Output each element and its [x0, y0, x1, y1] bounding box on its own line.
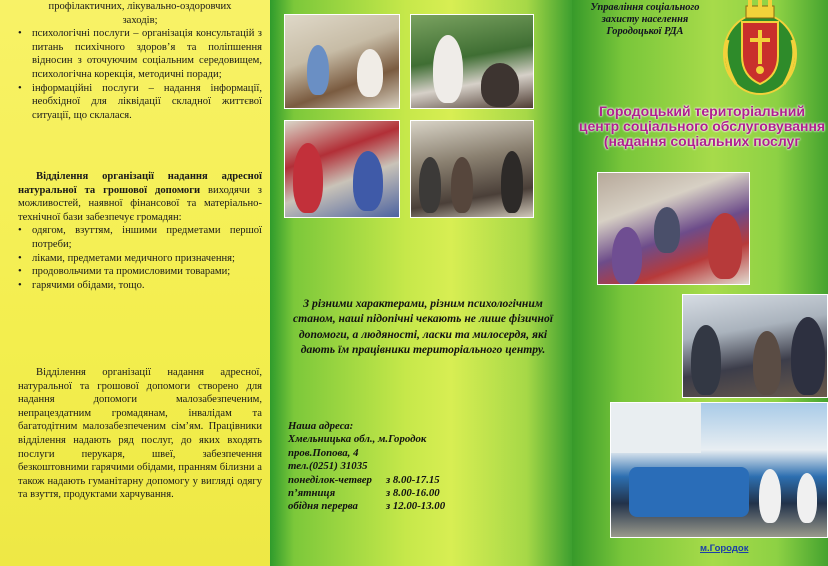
address-block — [288, 420, 558, 514]
aid-item-medicine: • ліками, предметами медичного призначення; — [18, 252, 262, 266]
quote-text: З різними характерами, різним психологічним станом, наші підопічні чекають не лише фізичної допомоги, а людяності, ласки та милосердя, які дають їм працівники територіального центру. — [293, 297, 553, 357]
photo-consultation — [284, 14, 400, 109]
aid-section-intro — [18, 170, 262, 224]
services-panel — [0, 0, 270, 566]
center-title: Городоцький територіальний центр соціального обслуговування (надання соціальних послуг — [578, 103, 826, 149]
coat-of-arms-icon — [718, 0, 802, 98]
service-item-psychological: • психологічні послуги – організація консультацій з питань психічного здоров’я та поліпшення відносин з оточуючим соціальним середовищем, психологічна корекція, методичні поради; — [18, 27, 262, 81]
service-item-information: • інформаційні послуги – надання інформації, необхідної для ліквідації складної життєвої ситуації, що склалася. — [18, 82, 262, 123]
hours-row-lunch — [288, 500, 558, 513]
photo-wheelchair — [284, 120, 400, 218]
photo-hairdresser — [410, 14, 534, 109]
quote-panel — [270, 0, 572, 566]
aid-item-goods: • продовольчими та промисловими товарами; — [18, 265, 262, 279]
closing-section — [18, 366, 262, 502]
hours-label: понеділок-четвер — [288, 473, 372, 486]
address-phone: тел.(0251) 31035 — [288, 460, 368, 473]
aid-section — [18, 170, 262, 292]
aid-section-text: виходячи з можливостей, наявної фінансової та матеріально-технічної бази забезпечує громадян: — [18, 184, 262, 223]
hours-label: обідня перерва — [288, 500, 358, 513]
city-name: м.Городок — [700, 543, 749, 554]
photo-elderly-residents — [682, 294, 828, 398]
photo-staff-meeting — [597, 172, 750, 285]
address-region: Хмельницька обл., м.Городок — [288, 433, 427, 446]
hours-value: з 8.00-16.00 — [386, 486, 440, 499]
top-fragment — [18, 0, 262, 122]
photo-visitors — [410, 120, 534, 218]
closing-paragraph: Відділення організації надання адресної, натуральної та грошової допомоги створено для надання допомоги малозабезпеченим, непрацездатним громадянам, інвалідам та багатодітним малозабезпеченим сім’ям. Працівники відділення надають ряд послуг, до яких входять послуги перукаря, швеї, забезпечення безкоштовними гарячими обідами, пранням білизни а також надають гуманітарну допомогу у вигляді одягу та взуття, продуктами харчування. — [18, 367, 262, 501]
photo-transport-van — [610, 402, 828, 538]
hours-row-weekdays — [288, 474, 558, 487]
aid-item-clothing: • одягом, взуттям, іншими предметами першої потреби; — [18, 224, 262, 251]
hours-label: п’ятниця — [288, 486, 336, 499]
address-street: пров.Попова, 4 — [288, 446, 359, 459]
aid-section-title: Відділення організації надання адресної натуральної та грошової допомоги — [18, 171, 262, 196]
cover-panel — [572, 0, 828, 566]
hours-value: з 12.00-13.00 — [386, 500, 446, 513]
hours-value: з 8.00-17.15 — [386, 473, 440, 486]
hours-row-friday — [288, 487, 558, 500]
fragment-line-2: заходів; — [122, 14, 158, 26]
aid-item-meals: • гарячими обідами, тощо. — [18, 279, 262, 293]
fragment-line-1: профілактичних, лікувально-оздоровчих — [48, 1, 232, 12]
address-heading: Наша адреса: — [288, 420, 354, 432]
department-header: Управління соціального захисту населення Городоцької РДА — [590, 2, 700, 38]
